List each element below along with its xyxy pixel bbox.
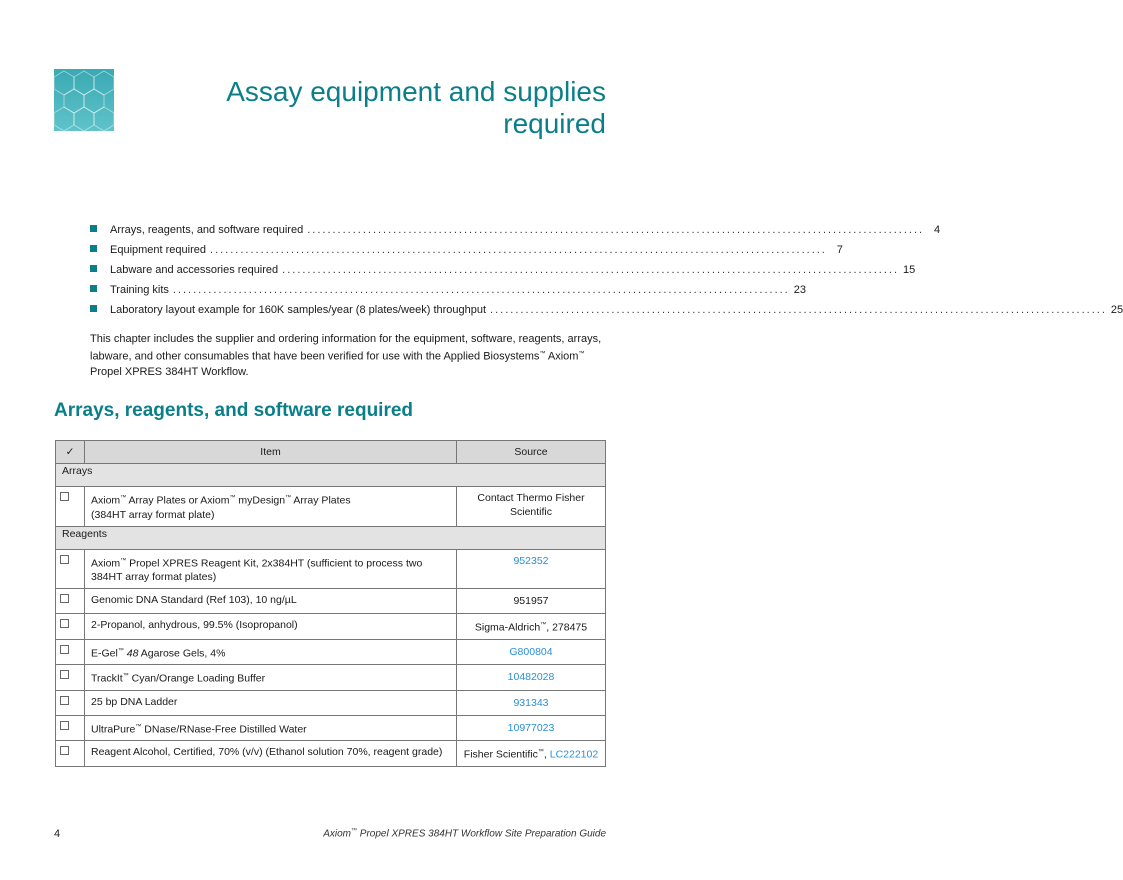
item-text: DNase/RNase-Free Distilled Water <box>141 723 307 735</box>
check-cell <box>56 741 85 767</box>
toc-item[interactable] <box>90 244 843 264</box>
source-text: Sigma-Aldrich <box>474 621 541 634</box>
trademark: ™ <box>578 351 585 357</box>
toc-leader: .......................................................................................................................... <box>210 244 827 256</box>
intro-paragraph <box>90 332 605 380</box>
checkbox[interactable] <box>60 696 69 705</box>
group-label: Reagents <box>56 526 606 549</box>
source-text: , 278475 <box>546 621 588 634</box>
checkbox[interactable] <box>60 619 69 628</box>
document-title-text: Propel XPRES 384HT Workflow Site Preparation Guide <box>357 828 606 840</box>
toc-label[interactable]: Arrays, reagents, and software required <box>110 224 304 236</box>
trademark: ™ <box>351 828 357 834</box>
item-text: Array Plates or Axiom <box>126 494 230 507</box>
toc-leader: .......................................................................................................................... <box>307 224 925 236</box>
trademark: ™ <box>117 647 124 654</box>
catalog-link[interactable]: 931343 <box>513 696 549 709</box>
item-cell: Reagent Alcohol, Certified, 70% (v/v) (Ethanol solution 70%, reagent grade) <box>85 741 457 767</box>
source-cell: Contact Thermo Fisher Scientific <box>457 487 606 527</box>
toc-leader: .......................................................................................................................... <box>172 284 790 296</box>
group-row-arrays <box>56 464 606 487</box>
toc-page[interactable]: 4 <box>933 224 941 236</box>
table-row <box>56 665 606 691</box>
toc-item[interactable] <box>90 304 1123 324</box>
item-text: UltraPure <box>91 723 136 735</box>
check-cell <box>56 589 85 614</box>
trademark: ™ <box>537 749 544 755</box>
item-cell: 2-Propanol, anhydrous, 99.5% (Isopropanol) <box>85 614 457 640</box>
table-row <box>56 690 606 715</box>
trademark: ™ <box>539 351 546 357</box>
toc-item[interactable] <box>90 224 941 244</box>
item-text: myDesign <box>235 494 286 507</box>
toc-label[interactable]: Laboratory layout example for 160K samples/year (8 plates/week) throughput <box>110 304 487 316</box>
company-logo <box>54 69 114 131</box>
table-row <box>56 549 606 589</box>
source-text: Fisher Scientific <box>463 748 538 761</box>
toc-page[interactable]: 25 <box>1110 304 1123 316</box>
item-text: Propel XPRES Reagent Kit, 2x384HT (sufficient to process two 384HT array format plates) <box>91 557 423 583</box>
item-text: E-Gel <box>91 647 118 659</box>
trademark: ™ <box>120 495 127 501</box>
check-cell <box>56 639 85 665</box>
checkbox[interactable] <box>60 492 69 501</box>
item-text: Array Plates <box>291 494 351 507</box>
check-cell <box>56 487 85 527</box>
item-cell <box>85 549 457 589</box>
toc-item[interactable] <box>90 264 916 284</box>
table-row <box>56 487 606 527</box>
table-header-row <box>56 441 606 464</box>
checkbox[interactable] <box>60 746 69 755</box>
check-cell <box>56 614 85 640</box>
trademark: ™ <box>135 723 142 730</box>
bullet-icon <box>90 285 97 292</box>
trademark: ™ <box>120 557 127 564</box>
item-text: TrackIt <box>91 672 123 685</box>
item-cell <box>85 487 457 527</box>
check-cell <box>56 549 85 589</box>
checkbox[interactable] <box>60 721 69 730</box>
toc-page[interactable]: 23 <box>793 284 806 296</box>
table-row <box>56 614 606 640</box>
intro-text: Propel XPRES 384HT Workflow. <box>90 365 249 378</box>
catalog-link[interactable]: 10482028 <box>507 671 555 684</box>
item-column-header: Item <box>85 441 457 464</box>
toc-item[interactable] <box>90 284 806 304</box>
bullet-icon <box>90 225 97 232</box>
item-cell <box>85 639 457 665</box>
source-cell <box>457 715 606 741</box>
section-heading: Arrays, reagents, and software required <box>54 400 414 421</box>
toc-label[interactable]: Labware and accessories required <box>110 264 279 276</box>
checkbox[interactable] <box>60 670 69 679</box>
group-label: Arrays <box>56 464 606 487</box>
checkbox[interactable] <box>60 645 69 654</box>
item-cell <box>85 665 457 691</box>
intro-text: Axiom <box>547 350 579 363</box>
item-cell: Genomic DNA Standard (Ref 103), 10 ng/µL <box>85 589 457 614</box>
document-title <box>323 828 606 839</box>
chapter-title: Assay equipment and supplies required <box>226 76 606 139</box>
source-text: , <box>543 748 550 761</box>
item-text: 48 <box>126 647 139 659</box>
source-cell <box>457 741 606 767</box>
toc-leader: .......................................................................................................................... <box>490 304 1107 316</box>
toc-label[interactable]: Equipment required <box>110 244 207 256</box>
trademark: ™ <box>285 495 292 501</box>
table-row <box>56 715 606 741</box>
check-cell <box>56 690 85 715</box>
item-text: (384HT array format plate) <box>91 508 215 521</box>
bullet-icon <box>90 265 97 272</box>
checkbox[interactable] <box>60 594 69 603</box>
item-text: Cyan/Orange Loading Buffer <box>128 672 266 685</box>
source-cell: 951957 <box>457 589 606 614</box>
trademark: ™ <box>122 673 129 679</box>
item-cell: 25 bp DNA Ladder <box>85 690 457 715</box>
group-row-reagents <box>56 526 606 549</box>
catalog-link[interactable]: 10977023 <box>507 721 555 734</box>
check-column-header: ✓ <box>56 441 85 464</box>
source-cell <box>457 614 606 640</box>
table-of-contents <box>90 224 1123 324</box>
supplies-table <box>55 440 606 767</box>
item-text: Axiom <box>91 557 121 569</box>
check-cell <box>56 665 85 691</box>
intro-text: This chapter includes the supplier and ordering information for the equipment, software, reagents, arrays, labware, and other consumables that have been verified for use with the Applied Biosystems <box>90 333 602 363</box>
catalog-link[interactable]: 952352 <box>513 554 549 567</box>
table-row <box>56 589 606 614</box>
item-text: Agarose Gels, 4% <box>138 647 226 659</box>
toc-leader: .......................................................................................................................... <box>282 264 900 276</box>
source-cell <box>457 665 606 691</box>
table-row <box>56 639 606 665</box>
page-number: 4 <box>54 828 61 840</box>
catalog-link[interactable]: G800804 <box>509 645 553 658</box>
trademark: ™ <box>229 495 236 501</box>
item-cell <box>85 715 457 741</box>
source-cell <box>457 690 606 715</box>
source-cell <box>457 639 606 665</box>
toc-page[interactable]: 15 <box>903 264 916 276</box>
bullet-icon <box>90 245 97 252</box>
source-cell <box>457 549 606 589</box>
table-row <box>56 741 606 767</box>
catalog-link[interactable]: LC222102 <box>549 748 599 761</box>
source-column-header: Source <box>457 441 606 464</box>
check-cell <box>56 715 85 741</box>
toc-label[interactable]: Training kits <box>110 284 169 296</box>
item-text: Axiom <box>91 494 121 507</box>
toc-page[interactable]: 7 <box>836 244 843 256</box>
bullet-icon <box>90 305 97 312</box>
document-title-text: Axiom <box>323 828 351 840</box>
trademark: ™ <box>540 622 547 628</box>
checkbox[interactable] <box>60 555 69 564</box>
